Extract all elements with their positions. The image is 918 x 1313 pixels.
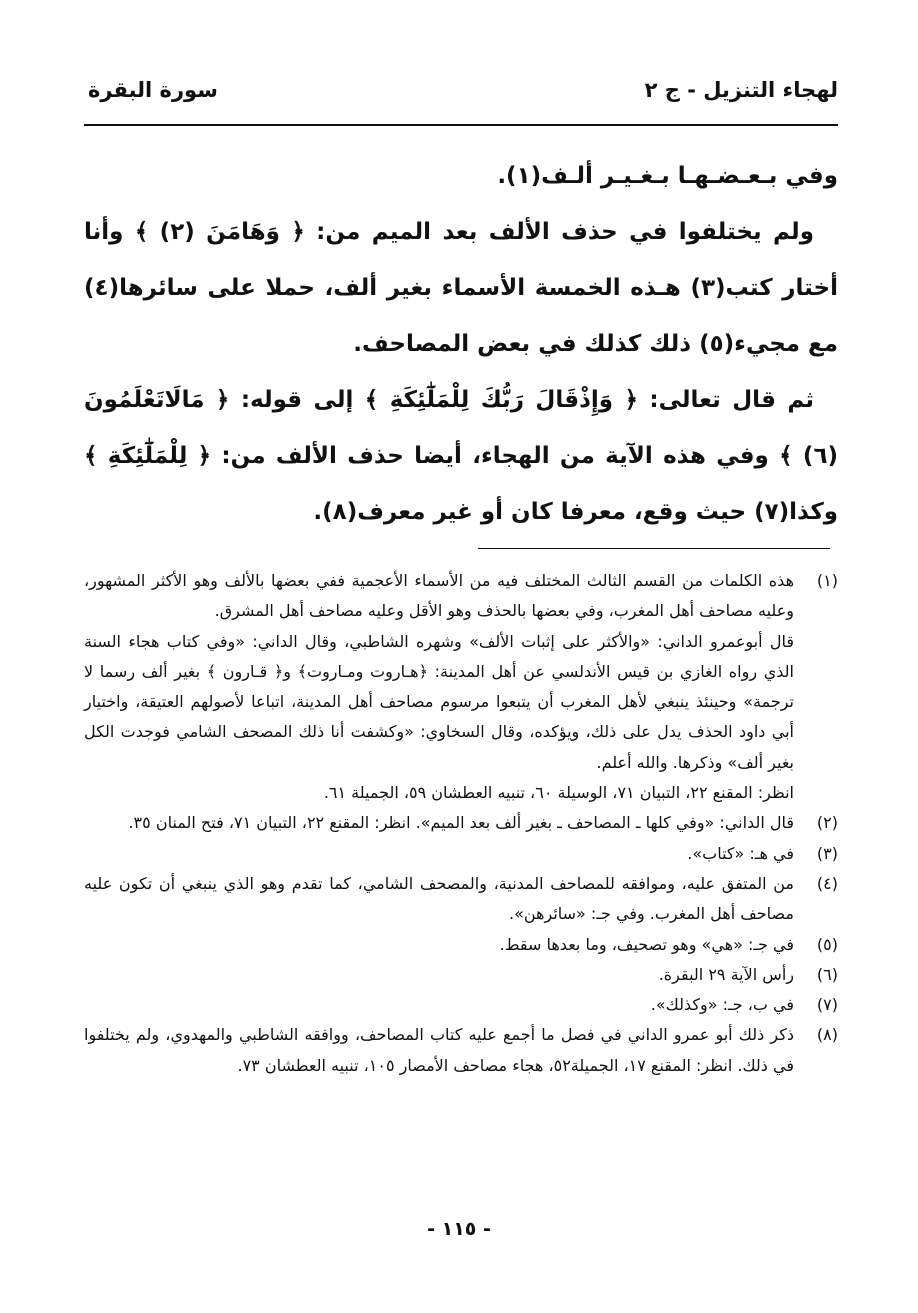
footnote-number: (٦)	[816, 964, 838, 984]
header-divider	[84, 124, 838, 126]
footnote-5	[84, 930, 838, 960]
footnote-text: انظر: المقنع ٢٢، التبيان ٧١، الوسيلة ٦٠، تنبيه العطشان ٥٩، الجميلة ٦١.	[323, 783, 794, 803]
footnote-text: ذكر ذلك أبو عمرو الداني في فصل ما أجمع عليه كتاب المصاحف، ووافقه الشاطبي والمهدوي، ولم يختلفوا في ذلك. انظر: المقنع ١٧، الجميلة٥٢، هجاء مصاحف الأمصار ١٠٥، تنبيه العطشان ٧٣.	[84, 1025, 794, 1075]
footnote-number: (٥)	[816, 934, 838, 954]
footnote-number: (٢)	[816, 813, 838, 833]
footnote-text: قال الداني: «وفي كلها ـ المصاحف ـ بغير ألف بعد الميم». انظر: المقنع ٢٢، التبيان ٧١، فتح المنان ٣٥.	[128, 813, 794, 833]
footnote-1	[84, 566, 838, 808]
main-paragraph: ثم قال تعالى: ﴿ وَإِذْقَالَ رَبُّكَ لِلْمَلَٰٓئِكَةِ ﴾ إلى قوله: ﴿ مَالَاتَعْلَمُونَ (٦) ﴾ وفي هذه الآية من الهجاء، أيضا حذف الألف من: ﴿ لِلْمَلَٰٓئِكَةِ ﴾ وكذا(٧) حيث وقع، معرفا كان أو غير معرف(٨).	[84, 387, 838, 525]
main-paragraph: ولم يختلفوا في حذف الألف بعد الميم من: ﴿ وَهَامَنَ (٢) ﴾ وأنا أختار كتب(٣) هـذه الخمسة الأسماء بغير ألف، حملا على سائرها(٤) مع مجيء(٥) ذلك كذلك في بعض المصاحف.	[84, 219, 839, 357]
footnote-number: (٨)	[816, 1025, 838, 1045]
footnote-2	[84, 808, 838, 838]
footnote-text: هذه الكلمات من القسم الثالث المختلف فيه من الأسماء الأعجمية ففي بعضها بالألف وهو الأكثر المشهور، وعليه مصاحف أهل المغرب، وفي بعضها بالحذف وهو الأقل وعليه مصاحف أهل المشرق.	[84, 571, 794, 621]
footnote-divider	[478, 548, 830, 549]
footnote-text: في ب، جـ: «وكذلك».	[650, 995, 794, 1015]
main-paragraph: وفي بـعـضـهـا بـغـيـر ألـف(١).	[497, 163, 838, 189]
footnote-number: (٣)	[816, 843, 838, 863]
footnote-number: (٤)	[816, 873, 838, 893]
footnote-text: من المتفق عليه، وموافقه للمصاحف المدنية، والمصحف الشامي، كما تقدم وهو الذي ينبغي أن تكون عليه مصاحف أهل المغرب. وفي جـ: «سائرهن».	[84, 873, 794, 924]
footnote-text: في هـ: «كتاب».	[687, 843, 794, 863]
running-header-book-title: لهجاء التنزيل - ج ٢	[644, 78, 838, 102]
footnote-number: (٧)	[816, 995, 838, 1015]
footnote-text: قال أبوعمرو الداني: «والأكثر على إثبات الألف» وشهره الشاطبي، وقال الداني: «وفي كتاب هجاء السنة الذي رواه الغازي بن قيس الأندلسي عن أهل المدينة: ﴿هـاروت ومـاروت﴾ و﴿ قـارون ﴾ بغير ألف رسما لا ترجمة» وحينئذ ينبغي لأهل المغرب أن يتبعوا مرسوم مصاحف أهل المدينة، اتباعا لأصولهم العتيقة، واختيار أبي داود الحذف يدل على ذلك، ويؤكده، وقال السخاوي: «وكشفت أنا ذلك المصحف الشامي فوجدت الكل بغير ألف» وذكرها. والله أعلم.	[84, 631, 794, 772]
footnote-text: رأس الآية ٢٩ البقرة.	[658, 964, 794, 984]
footnote-number: (١)	[816, 571, 838, 590]
main-text	[84, 148, 838, 540]
footnote-7	[84, 990, 838, 1020]
footnotes	[84, 566, 838, 1081]
footnote-text: في جـ: «هي» وهو تصحيف، وما بعدها سقط.	[499, 934, 794, 954]
footnote-3	[84, 839, 838, 869]
footnote-4	[84, 869, 838, 930]
page-number: - ١١٥ -	[427, 1218, 491, 1240]
footnote-8	[84, 1020, 838, 1081]
footnote-6	[84, 960, 838, 990]
running-header-surah: سورة البقرة	[88, 78, 218, 102]
